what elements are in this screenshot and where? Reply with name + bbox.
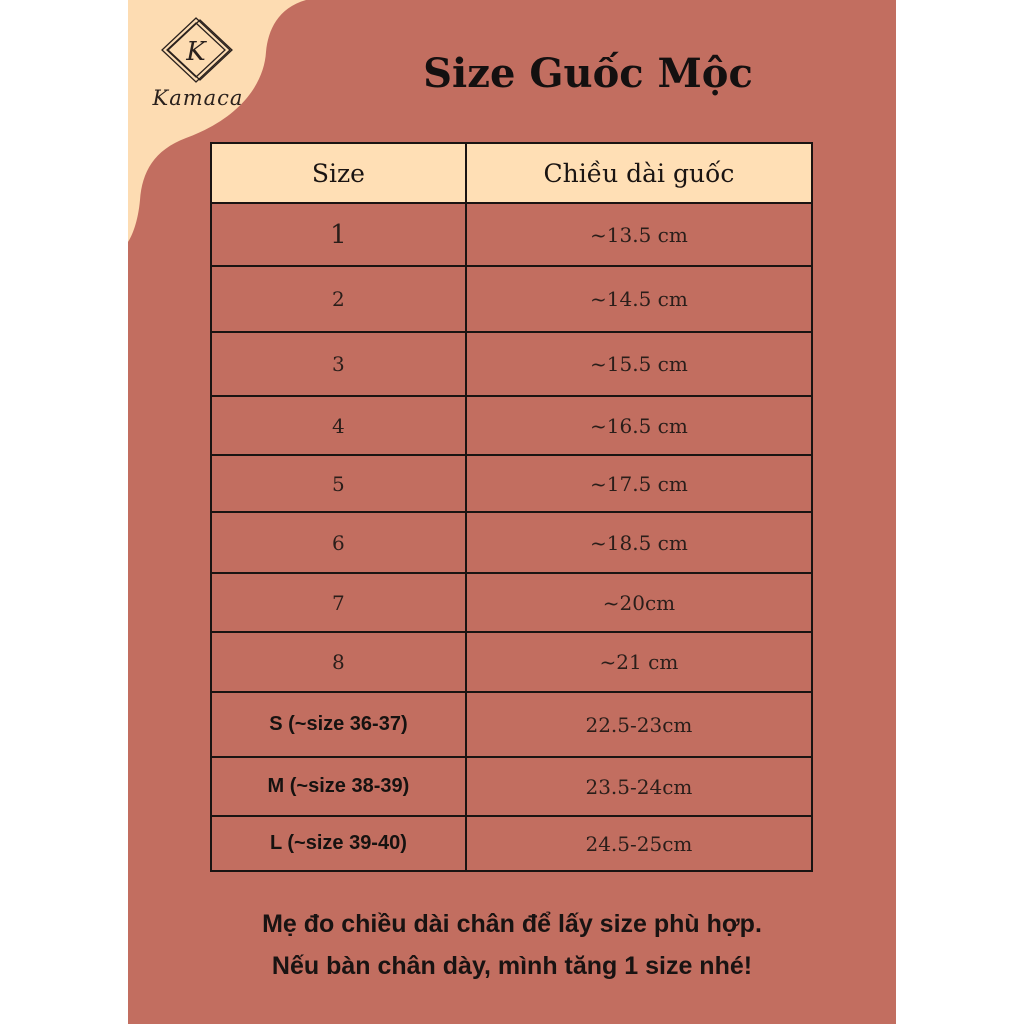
length-cell: ~13.5 cm — [466, 203, 812, 266]
size-cell: S (~size 36-37) — [211, 692, 466, 757]
length-cell: 22.5-23cm — [466, 692, 812, 757]
size-cell: M (~size 38-39) — [211, 757, 466, 816]
size-cell: 2 — [211, 266, 466, 332]
size-cell: 4 — [211, 396, 466, 455]
table-row — [211, 692, 812, 757]
size-cell: L (~size 39-40) — [211, 816, 466, 871]
table-row — [211, 203, 812, 266]
table-row — [211, 396, 812, 455]
page-title: Size Guốc Mộc — [423, 50, 753, 97]
table-row — [211, 332, 812, 396]
length-cell: 24.5-25cm — [466, 816, 812, 871]
length-cell: ~14.5 cm — [466, 266, 812, 332]
table-row — [211, 512, 812, 573]
logo-diamond-icon — [138, 14, 258, 84]
size-cell: 8 — [211, 632, 466, 692]
length-cell: ~15.5 cm — [466, 332, 812, 396]
table-row — [211, 573, 812, 632]
table-row — [211, 757, 812, 816]
note-measure-foot: Mẹ đo chiều dài chân để lấy size phù hợp. — [262, 910, 762, 938]
size-cell: 3 — [211, 332, 466, 396]
size-cell: 5 — [211, 455, 466, 512]
length-cell: ~21 cm — [466, 632, 812, 692]
table-row — [211, 266, 812, 332]
size-table — [210, 142, 813, 872]
logo-monogram: K — [186, 37, 206, 67]
size-cell: 1 — [211, 203, 466, 266]
length-cell: ~20cm — [466, 573, 812, 632]
column-header-length: Chiều dài guốc — [466, 143, 812, 203]
length-cell: ~18.5 cm — [466, 512, 812, 573]
size-cell: 6 — [211, 512, 466, 573]
length-cell: ~16.5 cm — [466, 396, 812, 455]
column-header-size: Size — [211, 143, 466, 203]
table-row — [211, 632, 812, 692]
length-cell: 23.5-24cm — [466, 757, 812, 816]
brand-name: Kamaca — [152, 86, 244, 110]
size-cell: 7 — [211, 573, 466, 632]
table-header-row — [211, 143, 812, 203]
size-chart-poster — [128, 0, 896, 1024]
brand-logo — [138, 14, 248, 114]
table-row — [211, 455, 812, 512]
length-cell: ~17.5 cm — [466, 455, 812, 512]
note-thick-foot: Nếu bàn chân dày, mình tăng 1 size nhé! — [271, 952, 753, 980]
table-row — [211, 816, 812, 871]
